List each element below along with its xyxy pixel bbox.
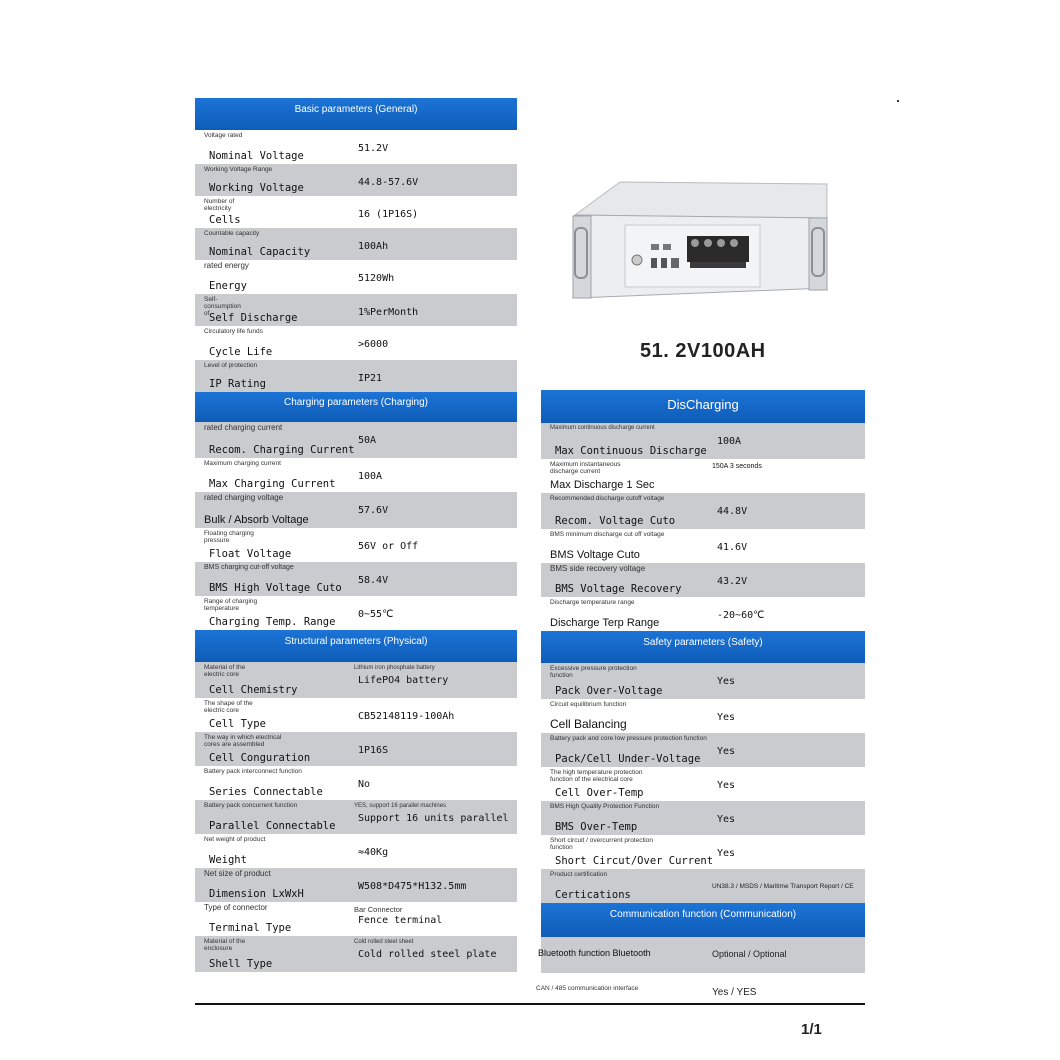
row-value: Yes / YES xyxy=(712,987,757,998)
row-name: Pack Over-Voltage xyxy=(555,685,663,697)
row-caption: Self-consumption of xyxy=(204,296,241,317)
row-name: Cell Type xyxy=(209,718,266,730)
table-row xyxy=(195,528,517,562)
table-row xyxy=(541,597,865,631)
row-name: Cell Conguration xyxy=(209,752,311,764)
charging-header xyxy=(195,392,517,422)
table-row xyxy=(195,130,517,164)
row-value: 150A 3 seconds xyxy=(712,463,762,470)
table-row xyxy=(541,563,865,597)
row-value: Yes xyxy=(717,676,736,687)
communication-table xyxy=(536,937,865,1007)
row-value: 51.2V xyxy=(358,143,389,154)
row-value: 100A xyxy=(717,436,742,447)
communication-header-text: Communication function (Communication) xyxy=(609,909,797,920)
row-caption: Recommended discharge cutoff voltage xyxy=(550,495,665,502)
row-caption: BMS charging cut-off voltage xyxy=(204,564,294,571)
row-caption: Voltage rated xyxy=(204,132,243,139)
row-caption: Material of the enclosure xyxy=(204,938,246,952)
row-value: 50A xyxy=(358,435,377,446)
row-name: IP Rating xyxy=(209,378,266,390)
row-caption: Product certification xyxy=(550,871,608,878)
physical-header-text: Structural parameters (Physical) xyxy=(284,636,428,647)
row-caption: Working Voltage Range xyxy=(204,166,273,173)
row-value: ≈40Kg xyxy=(358,847,389,858)
row-name: Float Voltage xyxy=(209,548,292,560)
physical-table xyxy=(195,662,517,972)
communication-header xyxy=(541,903,865,937)
row-caption: Battery pack concurrent function xyxy=(204,802,298,809)
row-name: Weight xyxy=(209,854,247,866)
row-value: UN38.3 / MSDS / Maritime Transport Report / CE xyxy=(712,883,854,890)
table-row xyxy=(541,529,865,563)
row-value: 100A xyxy=(358,471,383,482)
row-value: 56V or Off xyxy=(358,541,419,552)
row-name: Cell Balancing xyxy=(550,717,627,731)
table-row xyxy=(195,260,517,294)
row-name: Bulk / Absorb Voltage xyxy=(204,514,309,526)
row-caption: The high temperature protection function of the electrical core xyxy=(550,769,643,783)
row-caption: Material of the electric core xyxy=(204,664,246,678)
row-caption: Type of connector xyxy=(204,903,268,912)
battery-product-image xyxy=(565,170,835,320)
footer-divider xyxy=(195,1003,865,1005)
row-value: 1%PerMonth xyxy=(358,307,419,318)
table-row xyxy=(195,326,517,360)
row-caption: rated charging voltage xyxy=(204,493,284,502)
row-caption: Circuit equilibrium function xyxy=(550,701,627,708)
discharging-header xyxy=(541,390,865,423)
table-row xyxy=(195,800,517,834)
table-row xyxy=(195,228,517,260)
table-row xyxy=(195,458,517,492)
discharging-header-text: DisCharging xyxy=(667,397,739,412)
table-row xyxy=(195,868,517,902)
row-value: 57.6V xyxy=(358,505,389,516)
row-caption: Circulatory life funds xyxy=(204,328,263,335)
row-name: Shell Type xyxy=(209,958,273,970)
row-caption: Net size of product xyxy=(204,869,271,878)
table-row xyxy=(541,733,865,767)
table-row xyxy=(541,423,865,459)
row-name: Max Continuous Discharge xyxy=(555,445,707,457)
table-row xyxy=(195,902,517,936)
row-name: Working Voltage xyxy=(209,182,304,194)
safety-header xyxy=(541,631,865,663)
row-name: Cell Chemistry xyxy=(209,684,298,696)
row-name: Recom. Charging Current xyxy=(209,444,355,456)
row-value: 44.8V xyxy=(717,506,748,517)
row-name: Energy xyxy=(209,280,247,292)
row-caption: Net weight of product xyxy=(204,836,266,843)
row-value: 41.6V xyxy=(717,542,748,553)
row-value: Cold rolled steel plate xyxy=(358,949,497,960)
table-row xyxy=(195,562,517,596)
row-name: Certications xyxy=(555,889,631,901)
row-caption: rated charging current xyxy=(204,423,283,432)
table-row xyxy=(541,801,865,835)
table-row xyxy=(541,459,865,493)
row-caption: Level of protection xyxy=(204,362,258,369)
row-value: Yes xyxy=(717,848,736,859)
left-column xyxy=(195,98,517,972)
row-value: 58.4V xyxy=(358,575,389,586)
row-caption: Floating charging pressure xyxy=(204,530,254,544)
row-name: Charging Temp. Range xyxy=(209,616,336,628)
row-name: Nominal Capacity xyxy=(209,246,311,258)
row-value: Fence terminal xyxy=(358,915,443,926)
right-column xyxy=(536,390,865,1007)
row-value: No xyxy=(358,779,371,790)
table-row xyxy=(541,699,865,733)
row-value: 0~55℃ xyxy=(358,609,394,620)
row-value: Support 16 units parallel xyxy=(358,813,509,824)
row-value: 1P16S xyxy=(358,745,389,756)
row-value: Yes xyxy=(717,780,736,791)
general-table xyxy=(195,130,517,392)
table-row xyxy=(541,663,865,699)
table-row xyxy=(195,936,517,972)
row-name: Short Circut/Over Current xyxy=(555,855,714,867)
safety-table xyxy=(541,663,865,903)
row-caption: Maximum instantaneous discharge current xyxy=(550,461,621,475)
row-name: Discharge Terp Range xyxy=(550,617,660,629)
physical-header xyxy=(195,630,517,662)
row-value: 43.2V xyxy=(717,576,748,587)
product-title: 51. 2V100AH xyxy=(640,340,766,362)
table-row xyxy=(195,596,517,630)
row-value: Yes xyxy=(717,814,736,825)
charging-header-text: Charging parameters (Charging) xyxy=(284,397,428,408)
row-value: CB52148119-100Ah xyxy=(358,711,455,722)
table-row xyxy=(536,973,865,1007)
table-row xyxy=(195,662,517,698)
general-header xyxy=(195,98,517,130)
row-name: Parallel Connectable xyxy=(209,820,336,832)
row-name: Cells xyxy=(209,214,241,226)
row-caption: BMS High Quality Protection Function xyxy=(550,803,660,810)
row-name: BMS High Voltage Cuto xyxy=(209,582,342,594)
row-name: Bluetooth function Bluetooth xyxy=(538,948,651,958)
row-right-caption: Cold rolled steel sheet xyxy=(354,939,414,945)
row-name: Terminal Type xyxy=(209,922,292,934)
general-header-text: Basic parameters (General) xyxy=(294,104,418,115)
row-name: Series Connectable xyxy=(209,786,323,798)
stray-dot xyxy=(897,100,899,102)
row-value: LifePO4 battery xyxy=(358,675,449,686)
row-caption: The way in which electrical cores are assembled xyxy=(204,734,282,748)
row-name: Max Charging Current xyxy=(209,478,336,490)
row-name: BMS Over-Temp xyxy=(555,821,638,833)
table-row xyxy=(541,493,865,529)
row-caption: Number of electricity xyxy=(204,198,235,212)
table-row xyxy=(541,767,865,801)
table-row xyxy=(195,492,517,528)
row-name: Dimension LxWxH xyxy=(209,888,304,900)
row-right-caption: Lithium iron phosphate battery xyxy=(354,665,435,671)
table-row xyxy=(195,732,517,766)
row-name: Cycle Life xyxy=(209,346,273,358)
row-caption: Excessive pressure protection function xyxy=(550,665,637,679)
row-value: 16 (1P16S) xyxy=(358,209,419,220)
row-name: Max Discharge 1 Sec xyxy=(550,479,655,491)
row-caption: The shape of the electric core xyxy=(204,700,253,714)
discharging-table xyxy=(541,423,865,631)
row-name: CAN / 485 communication interface xyxy=(536,985,639,992)
row-caption: Maximum charging current xyxy=(204,460,281,467)
row-name: Self Discharge xyxy=(209,312,298,324)
row-value: Yes xyxy=(717,712,736,723)
row-caption: BMS minimum discharge cut off voltage xyxy=(550,531,665,538)
table-row xyxy=(195,422,517,458)
row-value: 44.8-57.6V xyxy=(358,177,419,188)
row-value: Yes xyxy=(717,746,736,757)
table-row xyxy=(195,766,517,800)
row-caption: Battery pack and core low pressure protection function xyxy=(550,735,707,742)
row-caption: Countable capacity xyxy=(204,230,260,237)
row-value: Optional / Optional xyxy=(712,949,787,959)
row-caption: BMS side recovery voltage xyxy=(550,564,646,573)
table-row xyxy=(195,698,517,732)
row-caption: Range of charging temperature xyxy=(204,598,258,612)
table-row xyxy=(195,164,517,196)
row-name: Nominal Voltage xyxy=(209,150,304,162)
row-value: 5120Wh xyxy=(358,273,395,284)
row-caption: rated energy xyxy=(204,261,249,270)
row-value: IP21 xyxy=(358,373,383,384)
row-caption: Discharge temperature range xyxy=(550,599,635,606)
table-row xyxy=(541,835,865,869)
table-row xyxy=(195,196,517,228)
row-name: Cell Over-Temp xyxy=(555,787,644,799)
row-name: Recom. Voltage Cuto xyxy=(555,515,676,527)
table-row xyxy=(195,294,517,326)
row-name: BMS Voltage Recovery xyxy=(555,583,682,595)
table-row xyxy=(195,834,517,868)
row-name: BMS Voltage Cuto xyxy=(550,549,640,561)
row-caption: Battery pack interconnect function xyxy=(204,768,302,775)
row-caption: Short circuit / overcurrent protection function xyxy=(550,837,653,851)
row-right-caption: YES, support 16 parallel machines xyxy=(354,803,447,809)
row-value: >6000 xyxy=(358,339,389,350)
table-row xyxy=(541,869,865,903)
row-caption: Maximum continuous discharge current xyxy=(550,425,655,431)
table-row xyxy=(195,360,517,392)
page-number: 1/1 xyxy=(801,1021,822,1038)
table-row xyxy=(538,937,865,973)
row-value: -20~60℃ xyxy=(717,610,765,621)
row-value: 100Ah xyxy=(358,241,389,252)
row-name: Pack/Cell Under-Voltage xyxy=(555,753,701,765)
charging-table xyxy=(195,422,517,630)
row-value: W508*D475*H132.5mm xyxy=(358,881,467,892)
row-right-caption: Bar Connector xyxy=(354,905,403,914)
safety-header-text: Safety parameters (Safety) xyxy=(643,637,763,648)
